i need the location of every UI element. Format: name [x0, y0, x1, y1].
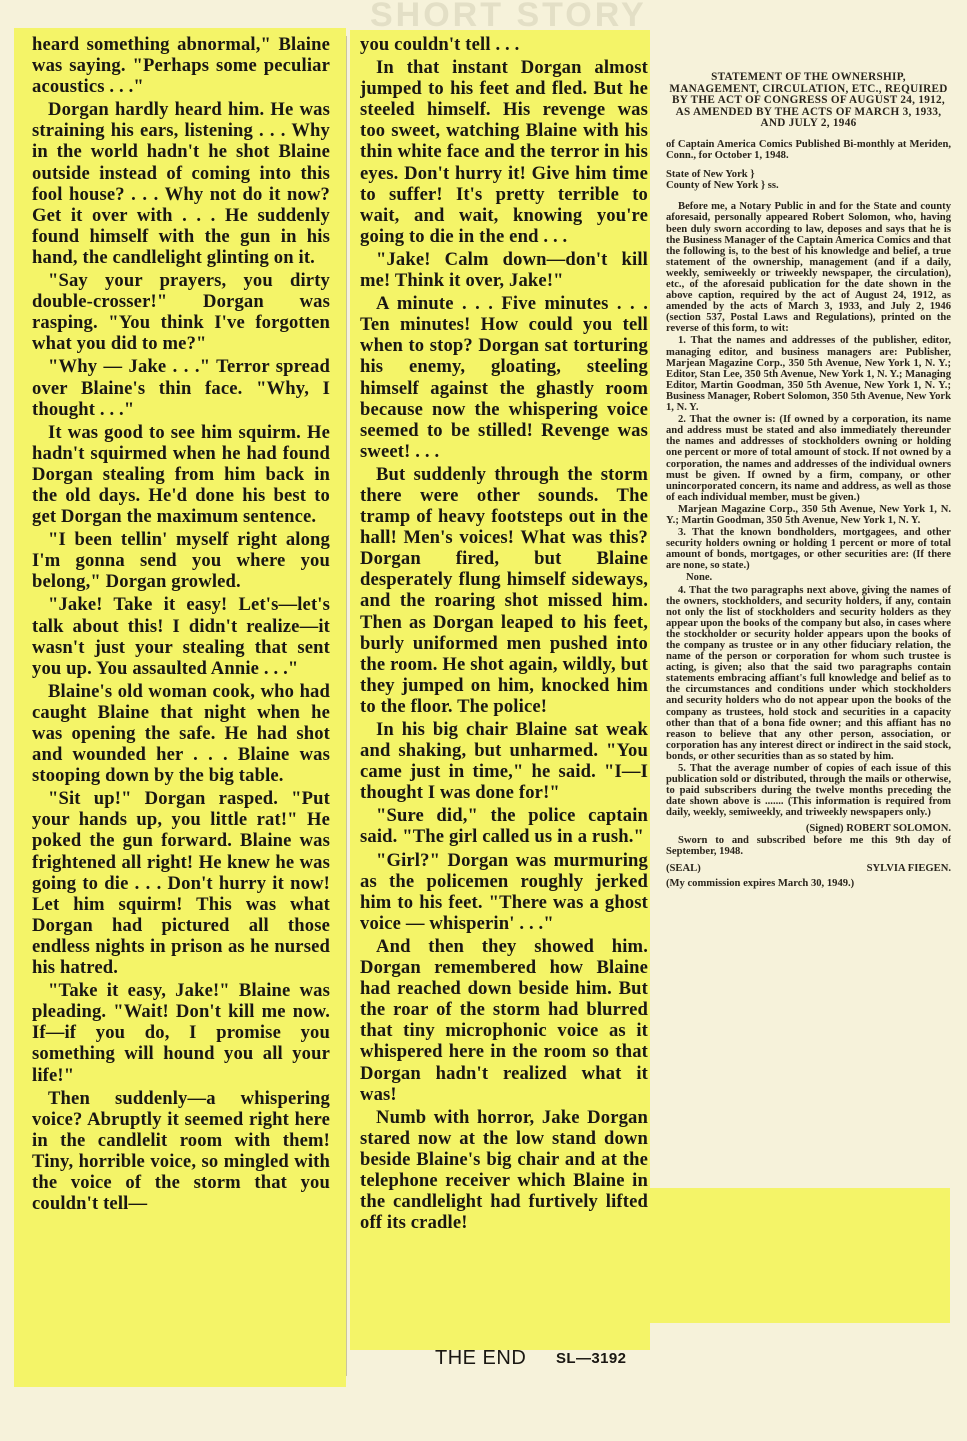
story-paragraph: "Sure did," the police captain said. "The girl called us in a rush." [360, 805, 648, 848]
ownership-statement [666, 72, 951, 1412]
statement-paragraph: 1. That the names and addresses of the publisher, editor, managing editor, and business managers are: Publisher, Marjean Magazine Corp., 350 5th Avenue, New York 1, N. Y.; Editor, Stan Lee, 350 5th Avenue, New York 1, N. Y.; Managing Editor, Martin Goodman, 350 5th Avenue, New York 1, N. Y.; Business Manager, Robert Solomon, 350 5th Avenue, New York 1, N. Y. [666, 335, 951, 414]
statement-paragraph: 4. That the two paragraphs next above, giving the names of the owners, stockholders, and security holders, if any, contain not only the list of stockholders and security holders as they appear upon the books of the company but also, in cases where the stockholder or security holder appears upon the books of the company as trustee or in any other fiduciary relation, the name of the person or corporation for whom such trustee is acting, is given; also that the said two paragraphs contain statements embracing affiant's full knowledge and belief as to the circumstances and conditions under which stockholders and security holders who do not appear upon the books of the company as trustees, hold stock and securities in a capacity other than that of a bona fide owner; and this affiant has no reason to believe that any other person, association, or corporation has any interest direct or indirect in the said stock, bonds, or other securities than as so stated by him. [666, 584, 951, 762]
story-paragraph: A minute . . . Five minutes . . . Ten minutes! How could you tell when to stop? Dorgan sat torturing his enemy, gloating, steeling himself against the ghastly room because now the whispering voice seemed to be stilled! Revenge was sweet! . . . [360, 293, 648, 462]
story-paragraph: Numb with horror, Jake Dorgan stared now at the low stand down beside Blaine's big chair and at the telephone receiver which Blaine in the candlelight had furtively lifted off its cradle! [360, 1106, 648, 1234]
story-paragraph: "Girl?" Dorgan was murmuring as the policemen roughly jerked him to his feet. "There was a ghost voice — whisperin' . . ." [360, 849, 648, 934]
statement-sworn: Sworn to and subscribed before me this 9th day of September, 1948. [666, 834, 951, 857]
story-paragraph: heard something abnormal," Blaine was saying. "Perhaps some peculiar acoustics . . ." [32, 34, 330, 98]
story-paragraph: And then they showed him. Dorgan remembered how Blaine had reached down beside him. But the roar of the storm had blurred that tiny microphonic voice as it whispered here in the room so that Dorgan hadn't realized what it was! [360, 935, 648, 1105]
story-paragraph: In that instant Dorgan almost jumped to his feet and fled. But he steeled himself. His revenge was too sweet, watching Blaine with his thin white face and the terror in his eyes. Don't hurry it! Give him time to suffer! It's pretty terrible to wait, and wait, knowing you're going to die in the end . . . [360, 57, 648, 247]
story-paragraph: "Take it easy, Jake!" Blaine was pleading. "Wait! Don't kill me now. If—if you do, I promise you something will hound you all your life!" [32, 980, 330, 1086]
statement-signed: (Signed) ROBERT SOLOMON. [805, 822, 951, 834]
commission-note: (My commission expires March 30, 1949.) [666, 877, 855, 889]
story-paragraph: But suddenly through the storm there were other sounds. The tramp of heavy footsteps out in the hall! Men's voices! What was this? Dorgan fired, but Blaine desperately flung himself sideways, and the roaring shot missed him. Then as Dorgan leaped to his feet, burly uniformed men pushed into the room. He shot again, wildly, but they jumped on him, knocked him to the floor. The police! [360, 463, 648, 717]
notary-name: SYLVIA FIEGEN. [866, 862, 951, 874]
statement-subject: of Captain America Comics Published Bi-monthly at Meriden, Conn., for October 1, 1948. [666, 138, 951, 162]
story-paragraph: "Jake! Calm down—don't kill me! Think it over, Jake!" [360, 248, 648, 292]
seal-label: (SEAL) [666, 862, 701, 874]
story-left-column [32, 34, 330, 1382]
notary-row [666, 863, 951, 874]
statement-paragraph: 2. That the owner is: (If owned by a corporation, its name and address must be stated and also immediately thereunder the names and addresses of stockholders owning or holding one percent or more of total amount of stock. If not owned by a corporation, the names and addresses of the individual owners must be given. If owned by a firm, company, or other unincorporated concern, its name and address, as well as those of each individual member, must be given.) [666, 414, 951, 503]
story-paragraph: "I been tellin' myself right along I'm gonna send you where you belong," Dorgan growled. [32, 529, 330, 593]
faded-heading: SHORT STORY [370, 0, 647, 30]
statement-paragraph: 3. That the known bondholders, mortgagees, and other security holders owning or holding 1 percent or more of total amount of bonds, mortgages, or other securities are: (If there are none, so state.) [666, 527, 951, 572]
statement-none: None. [686, 572, 713, 584]
story-paragraph: you couldn't tell . . . [360, 34, 520, 55]
story-paragraph: Then suddenly—a whispering voice? Abruptly it seemed right here in the candlelit room with them! Tiny, horrible voice, so mingled with the voice of the storm that you couldn't tell— [32, 1087, 330, 1215]
story-paragraph: It was good to see him squirm. He hadn't squirmed when he had found Dorgan stealing from him back in the old days. He'd done his best to get Dorgan the maximum sentence. [32, 421, 330, 528]
story-paragraph: "Jake! Take it easy! Let's—let's talk about this! I didn't realize—it wasn't just your stealing that sent you up. You assaulted Annie . . ." [32, 594, 330, 679]
the-end-label: THE END [435, 1347, 527, 1369]
story-paragraph: Blaine's old woman cook, who had caught Blaine that night when he was opening the safe. He had shot and wounded her . . . Blaine was stooping down by the big table. [32, 680, 330, 787]
statement-heading: STATEMENT OF THE OWNERSHIP, MANAGEMENT, CIRCULATION, ETC., REQUIRED BY THE ACT OF CONGRESS OF AUGUST 24, 1912, AS AMENDED BY THE ACTS OF MARCH 3, 1933, AND JULY 2, 1946 [669, 72, 948, 130]
column-divider [346, 36, 347, 1376]
state-line: State of New York } [666, 169, 755, 181]
story-middle-column [360, 34, 648, 1344]
story-paragraph: "Why — Jake . . ." Terror spread over Blaine's thin face. "Why, I thought . . ." [32, 356, 330, 420]
story-paragraph: "Say your prayers, you dirty double-crosser!" Dorgan was rasping. "You think I've forgotten what you did to me?" [32, 270, 330, 355]
statement-venue [666, 169, 951, 191]
story-paragraph: In his big chair Blaine sat weak and shaking, but unharmed. "You came just in time," he said. "I—I thought I was done for!" [360, 719, 648, 804]
story-code: SL—3192 [556, 1350, 627, 1367]
story-paragraph: "Sit up!" Dorgan rasped. "Put your hands up, you little rat!" He poked the gun forward. Blaine was frightened all right! He knew he was going to die . . . Don't hurry it now! Let him squirm! This was what Dorgan had pictured all those endless nights in prison as he nursed his hatred. [32, 788, 330, 979]
statement-paragraph: Before me, a Notary Public in and for the State and county aforesaid, personally appeared Robert Solomon, who, having been duly sworn according to law, deposes and says that he is the Business Manager of the Captain America Comics and that the following is, to the best of his knowledge and belief, a true statement of the ownership, management (and if a daily, weekly, semiweekly or triweekly newspaper, the circulation), etc., of the aforesaid publication for the date shown in the above caption, required by the act of August 24, 1912, as amended by the acts of March 3, 1933, and July 2, 1946 (section 537, Postal Laws and Regulations), printed on the reverse of this form, to wit: [666, 201, 951, 335]
county-line: County of New York } ss. [666, 180, 779, 192]
statement-paragraph: Marjean Magazine Corp., 350 5th Avenue, New York 1, N. Y.; Martin Goodman, 350 5th Avenue, New York 1, N. Y. [666, 503, 951, 526]
story-paragraph: Dorgan hardly heard him. He was straining his ears, listening . . . Why in the world hadn't he shot Blaine outside instead of coming into this fool house? . . . Why not do it now? Get it over with . . . He suddenly found himself with the gun in his hand, the candlelight glinting on it. [32, 99, 330, 268]
statement-paragraph: 5. That the average number of copies of each issue of this publication sold or distributed, through the mails or otherwise, to paid subscribers during the twelve months preceding the date shown above is ....... (This information is required from daily, weekly, semiweekly, and triweekly newspapers only.) [666, 763, 951, 819]
